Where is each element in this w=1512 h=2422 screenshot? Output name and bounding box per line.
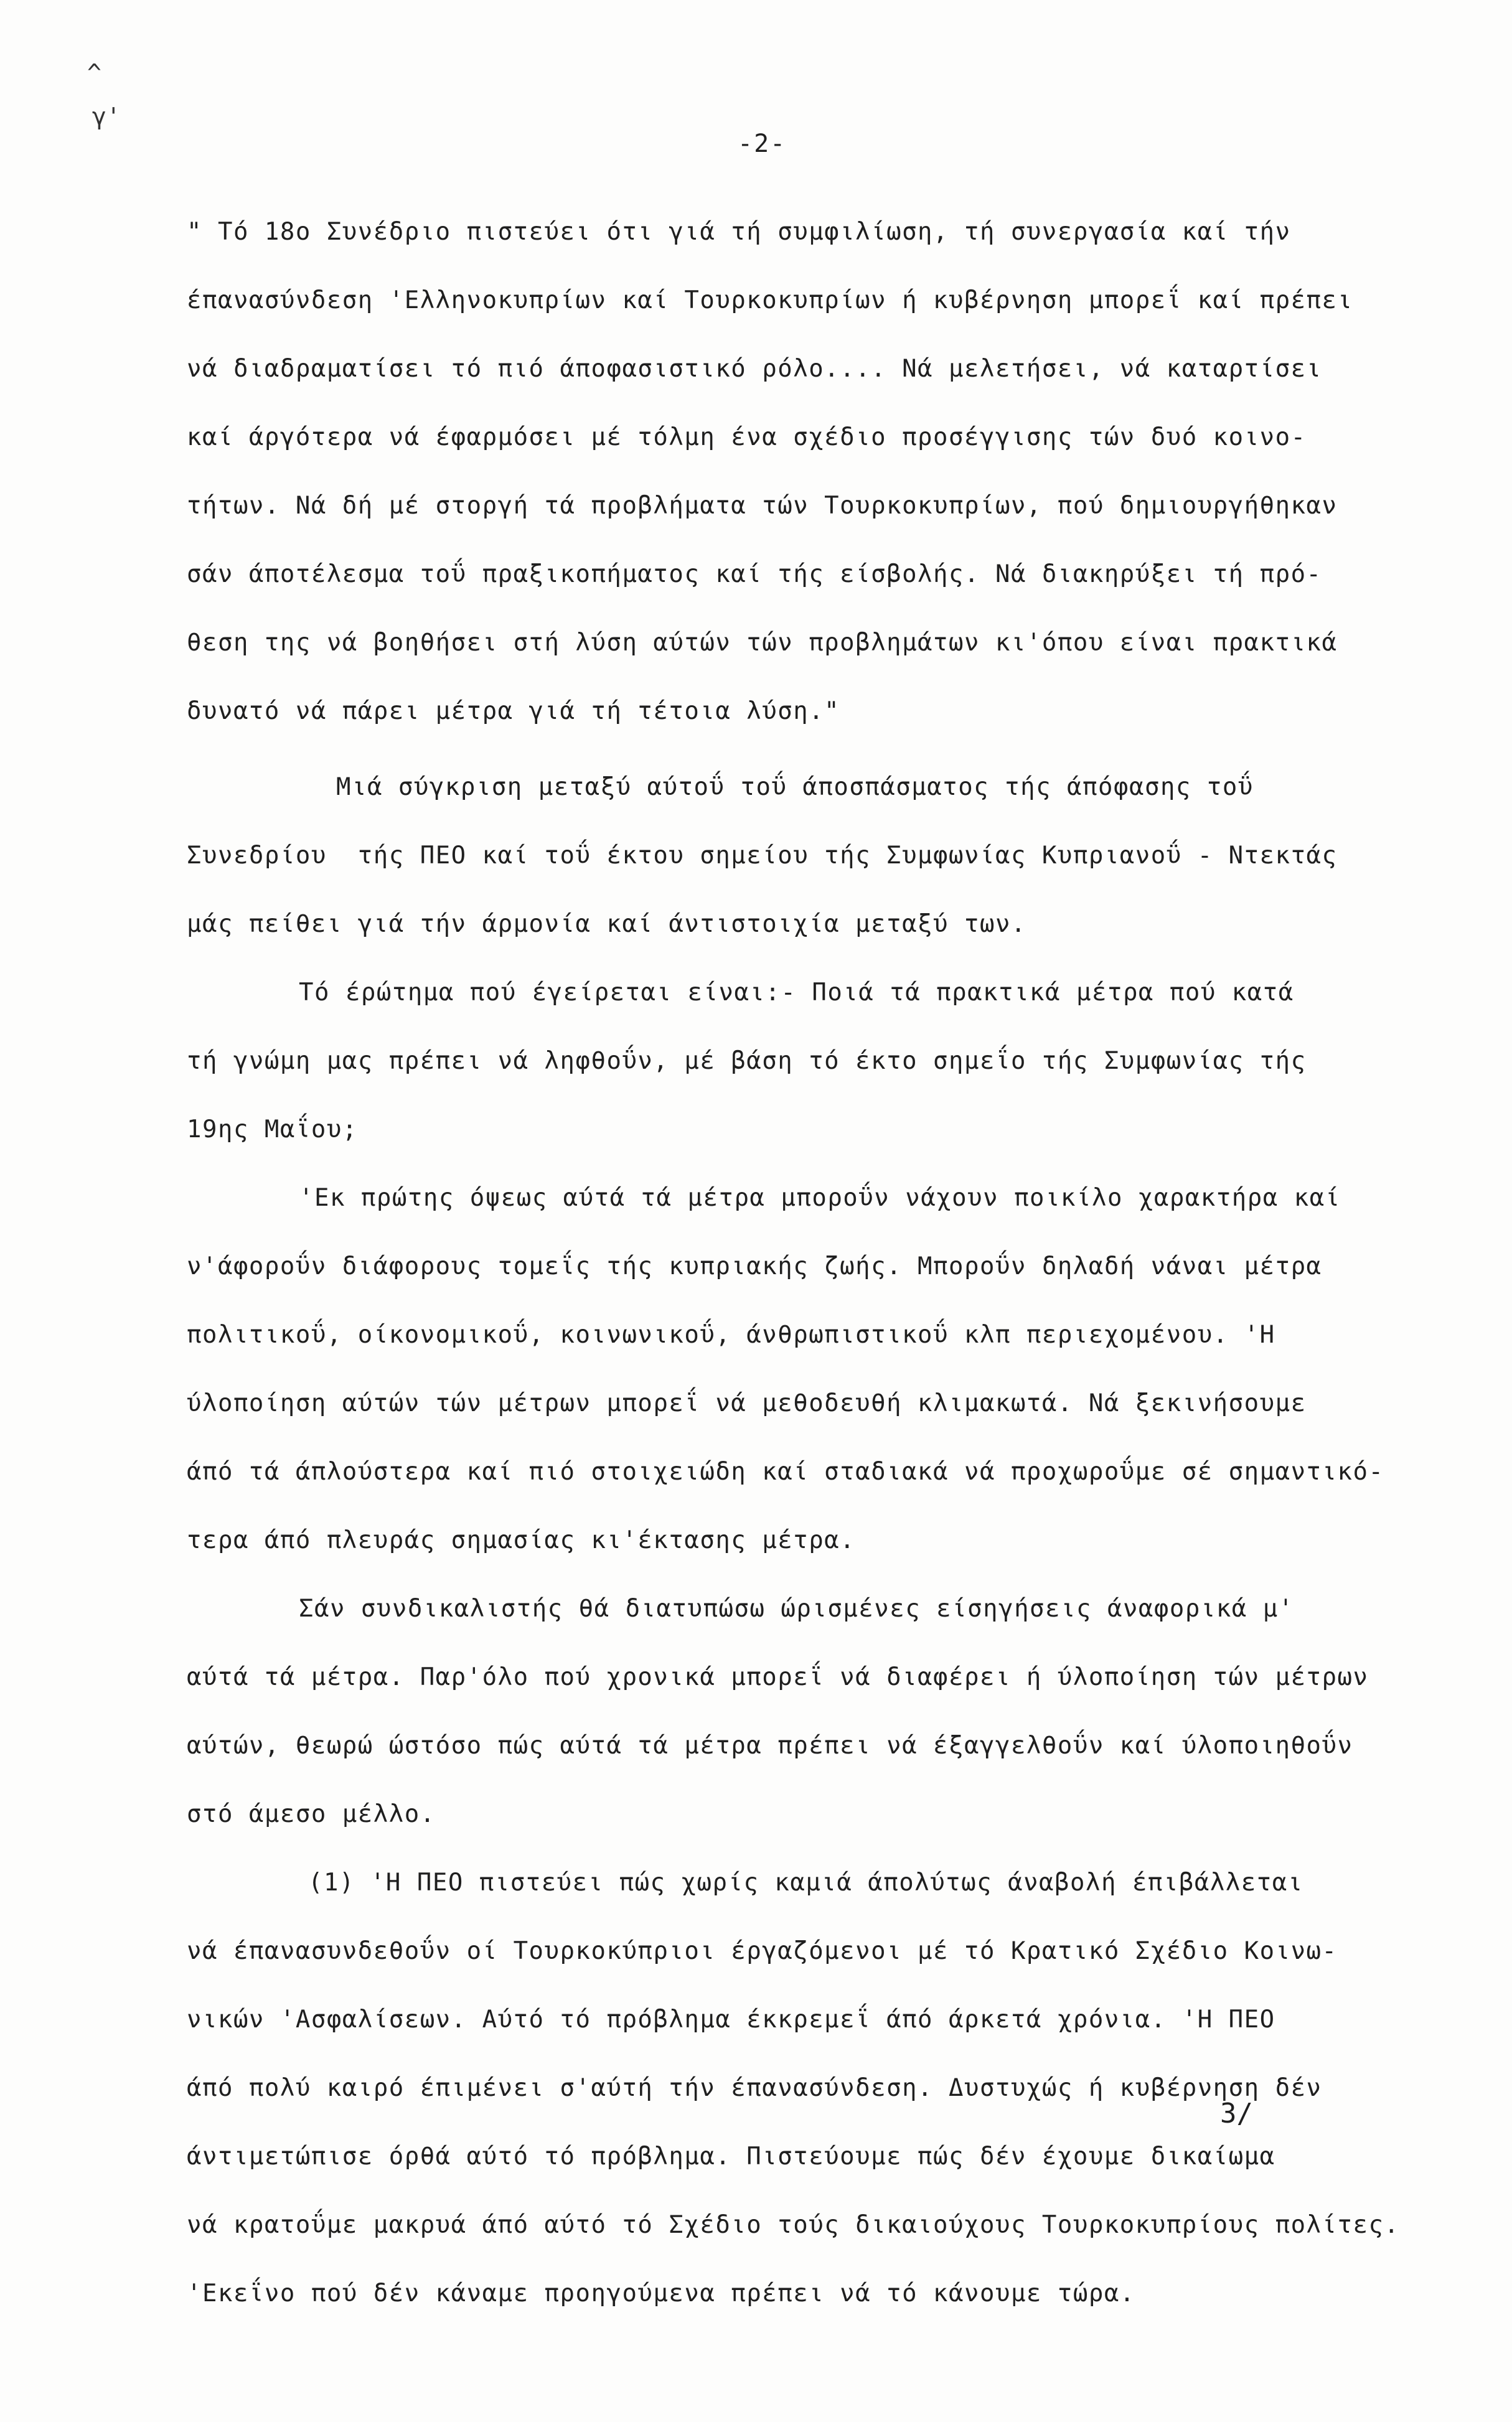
text-line: 19ης Μαΐου;	[187, 1115, 358, 1143]
text-line: 'Εκ πρώτης όψεως αύτά τά μέτρα μποροΰν νάχουν ποικίλο χαρακτήρα καί	[299, 1184, 1341, 1212]
text-line: τερα άπό πλευράς σημασίας κι'έκτασης μέτρα.	[187, 1526, 856, 1554]
text-line: " Τό 18ο Συνέδριο πιστεύει ότι γιά τή συμφιλίωση, τή συνεργασία καί τήν	[187, 218, 1291, 246]
text-line: καί άργότερα νά έφαρμόσει μέ τόλμη ένα σχέδιο προσέγγισης τών δυό κοινο-	[187, 423, 1307, 451]
text-line: τή γνώμη μας πρέπει νά ληφθοΰν, μέ βάση τό έκτο σημεΐο τής Συμφωνίας τής	[187, 1047, 1307, 1075]
paragraph-measures	[187, 1164, 1407, 1575]
paragraph-point-1	[187, 1849, 1407, 2328]
paragraph-syndicalist	[187, 1575, 1407, 1849]
paragraph-comparison	[187, 753, 1407, 959]
text-line: Τό έρώτημα πού έγείρεται είναι:- Ποιά τά πρακτικά μέτρα πού κατά	[299, 979, 1294, 1007]
text-line: άντιμετώπισε όρθά αύτό τό πρόβλημα. Πιστεύουμε πώς δέν έχουμε δικαίωμα	[187, 2143, 1275, 2171]
text-line: 'Εκεΐνο πού δέν κάναμε προηγούμενα πρέπει νά τό κάνουμε τώρα.	[187, 2279, 1135, 2307]
text-line: σάν άποτέλεσμα τοΰ πραξικοπήματος καί τής είσβολής. Νά διακηρύξει τή πρό-	[187, 560, 1322, 588]
text-line: έπανασύνδεση 'Ελληνοκυπρίων καί Τουρκοκυπρίων ή κυβέρνηση μπορεΐ καί πρέπει	[187, 286, 1353, 314]
text-line: πολιτικοΰ, οίκονομικοΰ, κοινωνικοΰ, άνθρωπιστικοΰ κλπ περιεχομένου. 'Η	[187, 1321, 1275, 1349]
text-line: δυνατό νά πάρει μέτρα γιά τή τέτοια λύση."	[187, 697, 840, 725]
text-line: ύλοποίηση αύτών τών μέτρων μπορεΐ νά μεθοδευθή κλιμακωτά. Νά ξεκινήσουμε	[187, 1389, 1307, 1417]
page-number: -2-	[738, 129, 787, 158]
text-line: νά διαδραματίσει τό πιό άποφασιστικό ρόλο.... Νά μελετήσει, νά καταρτίσει	[187, 355, 1322, 383]
next-page-reference: 3/	[1220, 2098, 1253, 2129]
text-line: (1) 'Η ΠΕΟ πιστεύει πώς χωρίς καμιά άπολύτως άναβολή έπιβάλλεται	[308, 1869, 1303, 1897]
corner-mark-bottom: γ'	[92, 103, 121, 130]
text-line: τήτων. Νά δή μέ στοργή τά προβλήματα τών Τουρκοκυπρίων, πού δημιουργήθηκαν	[187, 492, 1338, 520]
text-line: Σάν συνδικαλιστής θά διατυπώσω ώρισμένες είσηγήσεις άναφορικά μ'	[299, 1595, 1294, 1623]
text-line: θεση της νά βοηθήσει στή λύση αύτών τών προβλημάτων κι'όπου είναι πρακτικά	[187, 629, 1338, 657]
document-body	[187, 198, 1407, 2328]
paragraph-question	[187, 959, 1407, 1164]
corner-mark-top: ^	[87, 59, 101, 87]
text-line: νά κρατοΰμε μακρυά άπό αύτό τό Σχέδιο τούς δικαιούχους Τουρκοκυπρίους πολίτες.	[187, 2211, 1400, 2239]
text-line: άπό πολύ καιρό έπιμένει σ'αύτή τήν έπανασύνδεση. Δυστυχώς ή κυβέρνηση δέν	[187, 2074, 1322, 2102]
text-line: άπό τά άπλούστερα καί πιό στοιχειώδη καί σταδιακά νά προχωροΰμε σέ σημαντικό-	[187, 1458, 1384, 1486]
text-line: νά έπανασυνδεθοΰν οί Τουρκοκύπριοι έργαζόμενοι μέ τό Κρατικό Σχέδιο Κοινω-	[187, 1937, 1338, 1965]
text-line: αύτά τά μέτρα. Παρ'όλο πού χρονικά μπορεΐ νά διαφέρει ή ύλοποίηση τών μέτρων	[187, 1663, 1369, 1691]
text-line: Μιά σύγκριση μεταξύ αύτοΰ τοΰ άποσπάσματος τής άπόφασης τοΰ	[336, 773, 1254, 801]
text-line: στό άμεσο μέλλο.	[187, 1800, 436, 1828]
paragraph-quote	[187, 198, 1407, 746]
text-line: αύτών, θεωρώ ώστόσο πώς αύτά τά μέτρα πρέπει νά έξαγγελθοΰν καί ύλοποιηθοΰν	[187, 1732, 1353, 1760]
text-line: ν'άφοροΰν διάφορους τομεΐς τής κυπριακής ζωής. Μποροΰν δηλαδή νάναι μέτρα	[187, 1252, 1322, 1280]
text-line: μάς πείθει γιά τήν άρμονία καί άντιστοιχία μεταξύ των.	[187, 910, 1026, 938]
text-line: νικών 'Ασφαλίσεων. Αύτό τό πρόβλημα έκκρεμεΐ άπό άρκετά χρόνια. 'Η ΠΕΟ	[187, 2006, 1275, 2034]
text-line: Συνεδρίου τής ΠΕΟ καί τοΰ έκτου σημείου τής Συμφωνίας Κυπριανοΰ - Ντεκτάς	[187, 842, 1338, 870]
